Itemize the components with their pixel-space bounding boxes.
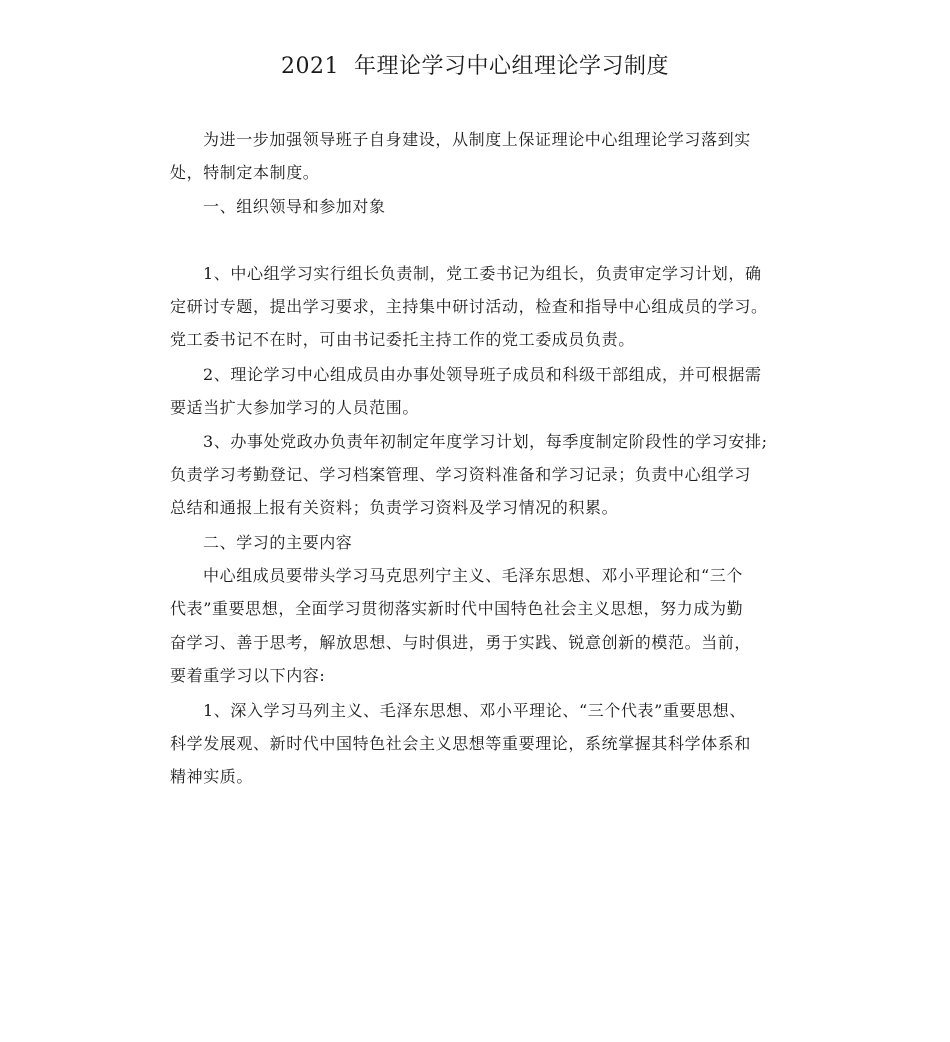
paragraph-line: 总结和通报上报有关资料；负责学习资料及学习情况的积累。: [170, 498, 619, 517]
paragraph-line: 中心组成员要带头学习马克思列宁主义、毛泽东思想、邓小平理论和“三个: [203, 566, 743, 585]
paragraph-line: 科学发展观、新时代中国特色社会主义思想等重要理论，系统掌握其科学体系和: [170, 734, 752, 753]
paragraph-line: 1、深入学习马列主义、毛泽东思想、邓小平理论、“三个代表”重要思想、: [203, 701, 746, 720]
paragraph-line: 1、中心组学习实行组长负责制，党工委书记为组长，负责审定学习计划，确: [203, 264, 762, 283]
paragraph-line: 为进一步加强领导班子自身建设，从制度上保证理论中心组理论学习落到实: [203, 130, 751, 149]
paragraph-line: 3、办事处党政办负责年初制定年度学习计划，每季度制定阶段性的学习安排;: [203, 432, 768, 451]
paragraph-line: 要适当扩大参加学习的人员范围。: [170, 398, 420, 417]
paragraph-line: 代表”重要思想，全面学习贯彻落实新时代中国特色社会主义思想，努力成为勤: [170, 599, 744, 618]
document-title: 2021 年理论学习中心组理论学习制度: [281, 54, 669, 79]
paragraph-line: 要着重学习以下内容:: [170, 666, 326, 685]
paragraph-line: 处，特制定本制度。: [170, 163, 320, 182]
section-heading: 一、组织领导和参加对象: [203, 197, 386, 216]
section-heading: 二、学习的主要内容: [203, 533, 353, 552]
paragraph-line: 党工委书记不在时，可由书记委托主持工作的党工委成员负责。: [170, 330, 635, 349]
paragraph-line: 定研讨专题，提出学习要求，主持集中研讨活动，检查和指导中心组成员的学习。: [170, 297, 768, 316]
paragraph-line: 负责学习考勤登记、学习档案管理、学习资料准备和学习记录；负责中心组学习: [170, 465, 752, 484]
paragraph-line: 2、理论学习中心组成员由办事处领导班子成员和科级干部组成，并可根据需: [203, 365, 762, 384]
paragraph-line: 精神实质。: [170, 767, 254, 786]
paragraph-line: 奋学习、善于思考，解放思想、与时俱进，勇于实践、锐意创新的模范。当前，: [170, 633, 752, 652]
